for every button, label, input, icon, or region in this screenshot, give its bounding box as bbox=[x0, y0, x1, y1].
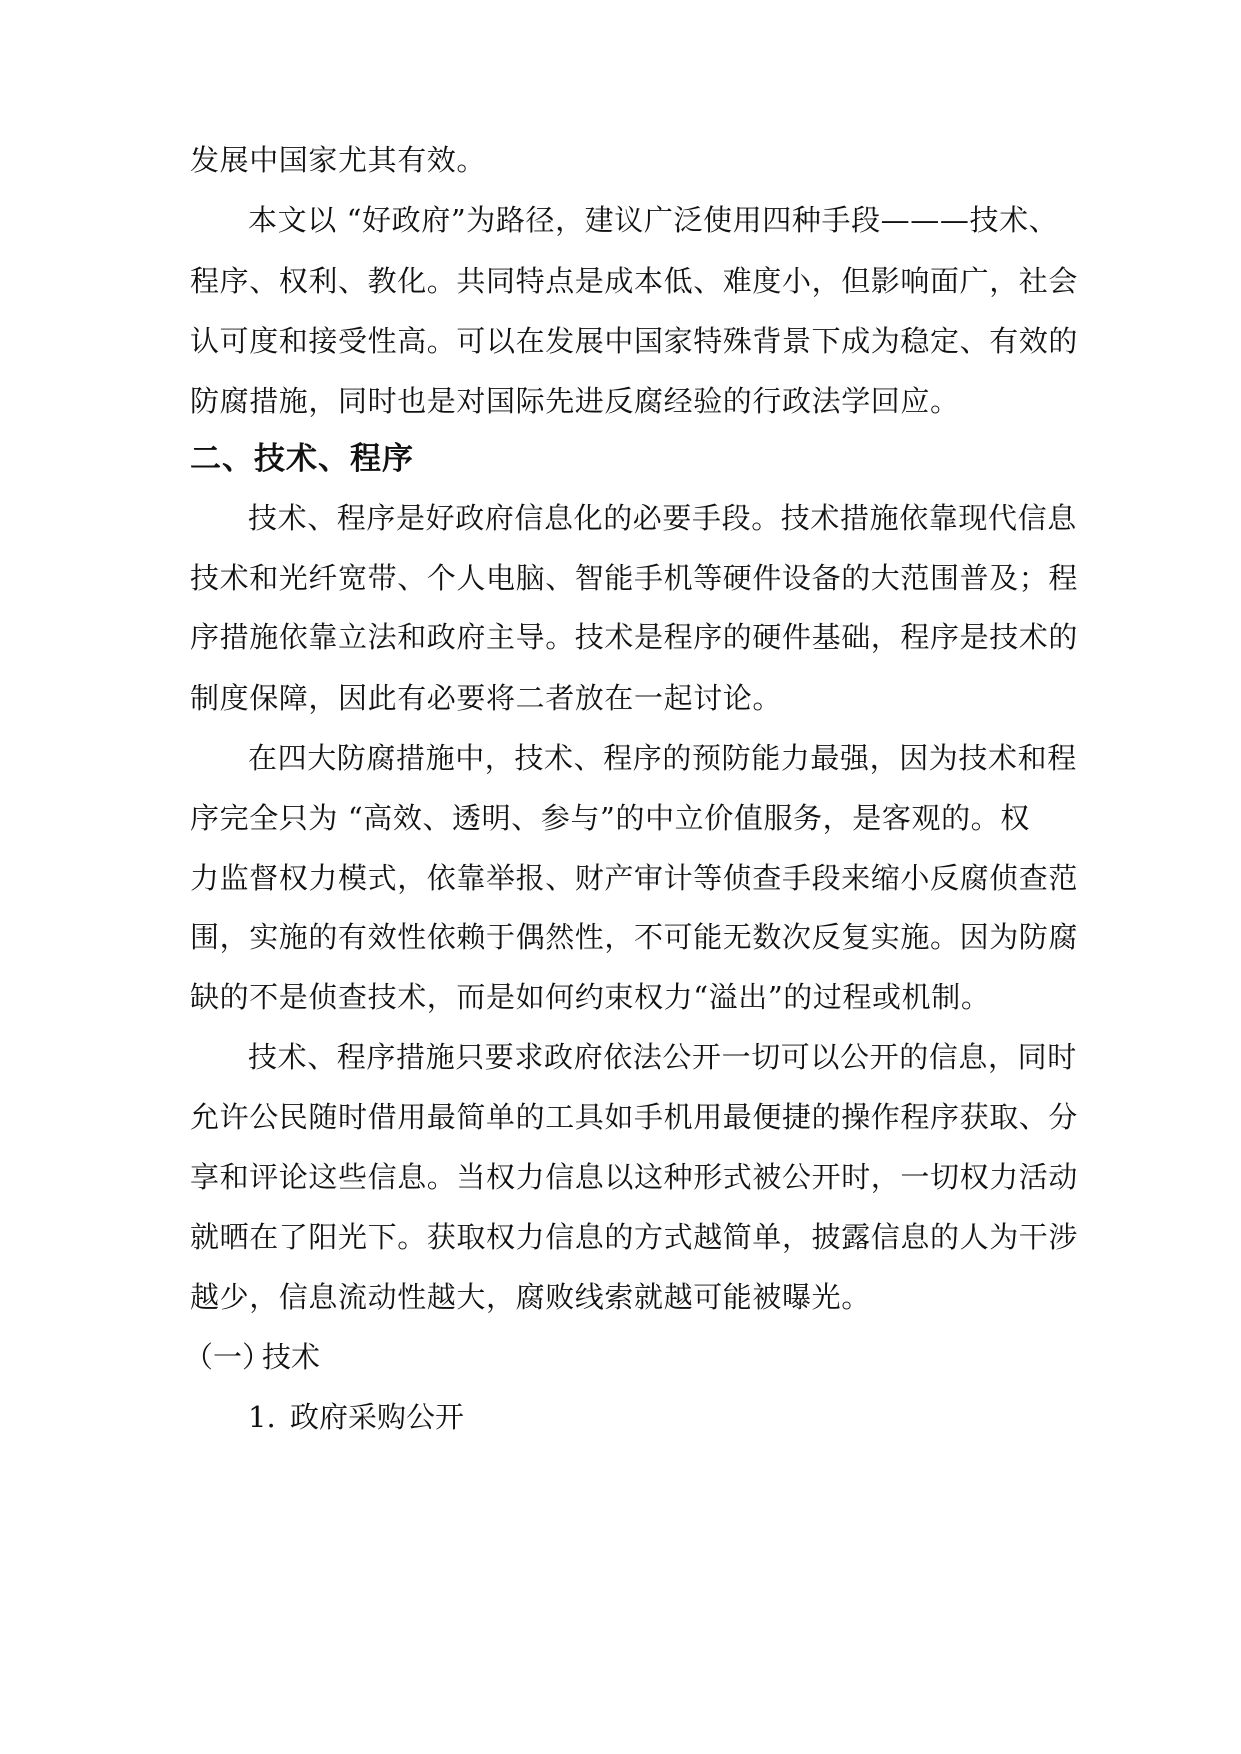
paragraph-line: 技术、程序措施只要求政府依法公开一切可以公开的信息，同时 bbox=[248, 1040, 1077, 1074]
paragraph-line: 允许公民随时借用最简单的工具如手机用最便捷的操作程序获取、分 bbox=[190, 1100, 1079, 1134]
paragraph-line: 制度保障，因此有必要将二者放在一起讨论。 bbox=[190, 681, 783, 715]
paragraph-line: 力监督权力模式，依靠举报、财产审计等侦查手段来缩小反腐侦查范 bbox=[190, 861, 1079, 895]
item-title: 政府采购公开 bbox=[290, 1400, 465, 1434]
subsection-title: 技术 bbox=[262, 1340, 321, 1374]
item-number: 1. bbox=[248, 1400, 276, 1434]
paragraph-line: 序完全只为 “高效、透明、参与”的中立价值服务，是客观的。权 bbox=[190, 801, 1030, 835]
paragraph-line: 技术和光纤宽带、个人电脑、智能手机等硬件设备的大范围普及；程 bbox=[190, 561, 1079, 595]
paragraph-line: 程序、权利、教化。共同特点是成本低、难度小，但影响面广，社会 bbox=[190, 264, 1079, 298]
paragraph-line: 防腐措施，同时也是对国际先进反腐经验的行政法学回应。 bbox=[190, 384, 960, 418]
paragraph-line: 围，实施的有效性依赖于偶然性，不可能无数次反复实施。因为防腐 bbox=[190, 920, 1079, 954]
paragraph-line: 技术、程序是好政府信息化的必要手段。技术措施依靠现代信息 bbox=[248, 501, 1077, 535]
subsection-marker: （一） bbox=[184, 1340, 272, 1374]
paragraph-line: 就晒在了阳光下。获取权力信息的方式越简单，披露信息的人为干涉 bbox=[190, 1220, 1079, 1254]
paragraph-line: 在四大防腐措施中，技术、程序的预防能力最强，因为技术和程 bbox=[248, 741, 1077, 775]
paragraph-line: 发展中国家尤其有效。 bbox=[190, 143, 487, 177]
paragraph-line: 认可度和接受性高。可以在发展中国家特殊背景下成为稳定、有效的 bbox=[190, 324, 1079, 358]
section-heading: 二、技术、程序 bbox=[190, 441, 414, 477]
paragraph-line: 序措施依靠立法和政府主导。技术是程序的硬件基础，程序是技术的 bbox=[190, 620, 1079, 654]
paragraph-line: 享和评论这些信息。当权力信息以这种形式被公开时，一切权力活动 bbox=[190, 1160, 1079, 1194]
paragraph-line: 缺的不是侦查技术，而是如何约束权力“溢出”的过程或机制。 bbox=[190, 980, 991, 1014]
paragraph-line: 本文以 “好政府”为路径，建议广泛使用四种手段———技术、 bbox=[248, 203, 1059, 237]
paragraph-line: 越少，信息流动性越大，腐败线索就越可能被曝光。 bbox=[190, 1280, 871, 1314]
